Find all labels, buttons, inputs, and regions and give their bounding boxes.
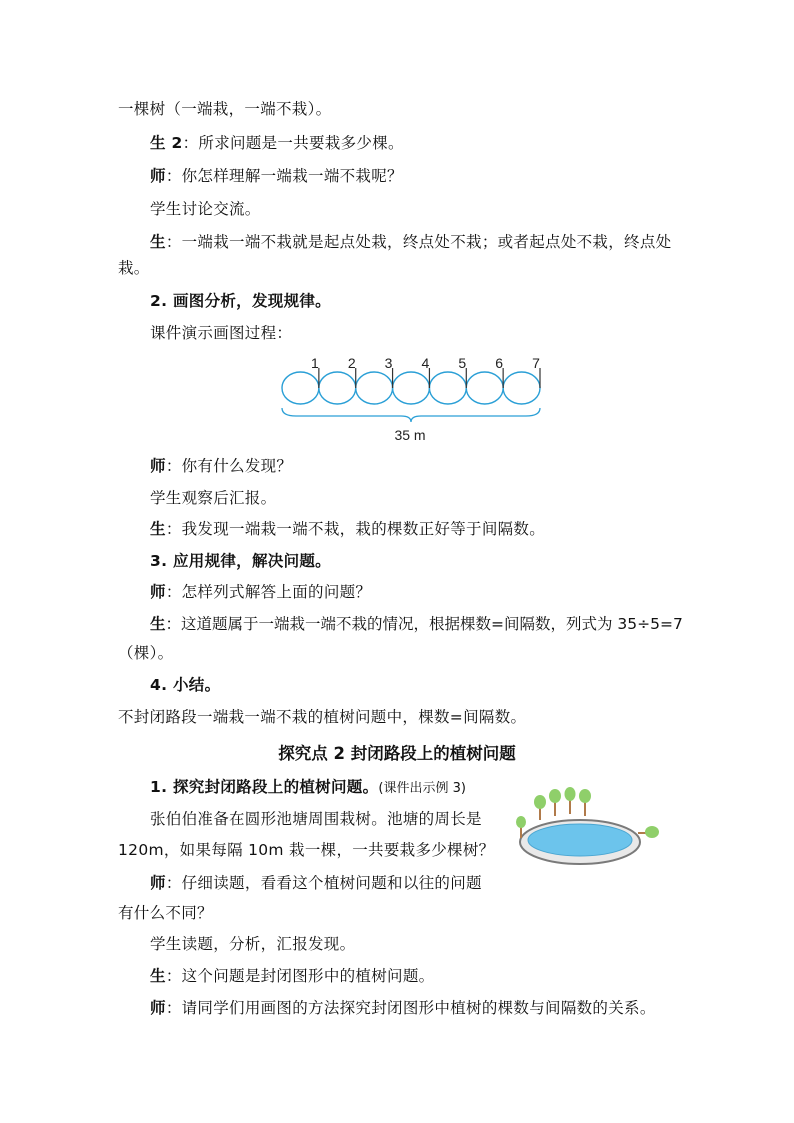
paragraph-6: 课件演示画图过程： (150, 324, 293, 342)
paragraph-13-continued: 120m，如果每隔 10m 栽一棵，一共要栽多少棵树？ (118, 841, 495, 859)
tree-icon (565, 787, 576, 814)
length-brace (282, 408, 540, 422)
planting-segment-diagram (272, 352, 552, 446)
tree-number-label: 5 (458, 355, 467, 371)
tree-icon (534, 795, 546, 820)
paragraph-2: 生 2：所求问题是一共要栽多少棵。 (150, 134, 404, 152)
pond-water (528, 824, 632, 856)
paragraph-1: 一棵树（一端栽，一端不栽）。 (118, 100, 332, 118)
interval-loop (429, 372, 466, 404)
paragraph-12: 不封闭路段一端栽一端不栽的植树问题中，棵数=间隔数。 (118, 708, 527, 726)
tree-number-labels (311, 355, 540, 371)
paragraph-9: 生：我发现一端栽一端不栽，栽的棵数正好等于间隔数。 (150, 520, 546, 538)
interval-loop (356, 372, 393, 404)
paragraph-17: 师：请同学们用画图的方法探究封闭图形中植树的棵数与间隔数的关系。 (150, 999, 656, 1017)
paragraph-11-continued: （棵）。 (118, 644, 174, 662)
tree-icon (549, 789, 561, 816)
section-title: 探究点 2 封闭路段上的植树问题 (278, 744, 516, 763)
heading-4: 4. 小结。 (150, 676, 221, 694)
tree-icon (579, 789, 591, 816)
paragraph-16: 生：这个问题是封闭图形中的植树问题。 (150, 967, 435, 985)
tree-number-label: 7 (532, 355, 540, 371)
tree-number-label: 3 (384, 355, 393, 371)
length-label: 35 m (394, 427, 426, 443)
interval-loop (393, 372, 430, 404)
pond-illustration (512, 786, 667, 881)
paragraph-8: 学生观察后汇报。 (150, 489, 277, 507)
interval-loop (503, 372, 540, 404)
tree-number-label: 1 (310, 355, 319, 371)
tree-icon (638, 826, 659, 838)
heading-5: 1. 探究封闭路段上的植树问题。(课件出示例 3) (150, 778, 466, 796)
heading-2: 2. 画图分析，发现规律。 (150, 292, 331, 310)
paragraph-14: 师：仔细读题，看看这个植树问题和以往的问题 (150, 874, 482, 892)
paragraph-15: 学生读题，分析，汇报发现。 (150, 935, 356, 953)
paragraph-14-continued: 有什么不同？ (118, 904, 213, 922)
paragraph-11: 生：这道题属于一端栽一端不栽的情况，根据棵数=间隔数，列式为 35÷5=7 (150, 615, 683, 633)
paragraph-13: 张伯伯准备在圆形池塘周围栽树。池塘的周长是 (150, 810, 482, 828)
interval-loops (282, 372, 540, 404)
paragraph-10: 师：怎样列式解答上面的问题？ (150, 583, 372, 601)
tree-number-label: 4 (421, 355, 430, 371)
tree-number-label: 6 (495, 355, 504, 371)
paragraph-3: 师：你怎样理解一端栽一端不栽呢？ (150, 167, 403, 185)
paragraph-5-continued: 栽。 (118, 259, 150, 277)
interval-loop (466, 372, 503, 404)
tree-number-label: 2 (347, 355, 356, 371)
interval-loop (319, 372, 356, 404)
paragraph-7: 师：你有什么发现？ (150, 457, 293, 475)
paragraph-4: 学生讨论交流。 (150, 200, 261, 218)
interval-loop (282, 372, 319, 404)
paragraph-5: 生：一端栽一端不栽就是起点处栽，终点处不栽；或者起点处不栽，终点处 (150, 233, 672, 251)
heading-3: 3. 应用规律，解决问题。 (150, 552, 331, 570)
